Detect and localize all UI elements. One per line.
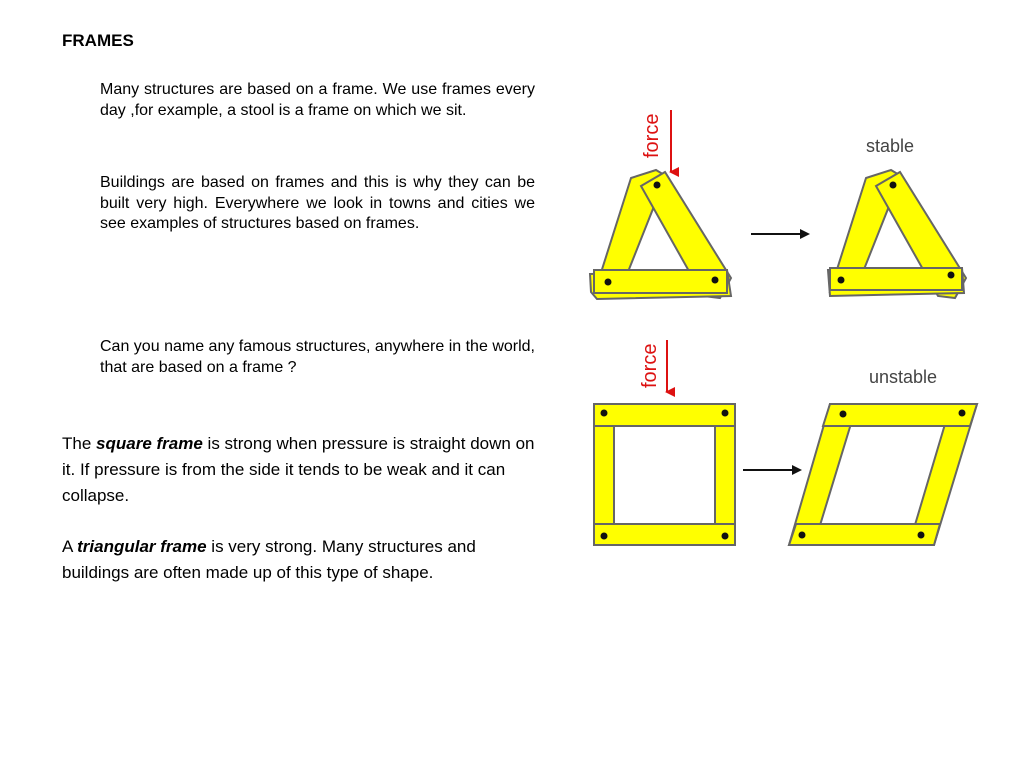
- square-bottom-beam: [594, 524, 735, 545]
- bolt-icon: [601, 410, 608, 417]
- triangular-frame-term: triangular frame: [77, 537, 207, 556]
- question-paragraph: Can you name any famous structures, anywhere in the world, that are based on a frame ?: [100, 338, 535, 376]
- frames-diagram: [580, 100, 990, 555]
- bolt-icon: [799, 532, 806, 539]
- square-frame-unstable: [789, 404, 977, 545]
- transition-arrow-bottom: [743, 465, 802, 475]
- square-note-suffix: is strong when pressure is straight down on it. If pressure is from the side it tends to be weak and it can collapse.: [62, 434, 535, 505]
- triangle-frame-before: [590, 110, 731, 299]
- bolt-icon: [840, 411, 847, 418]
- unstable-label: unstable: [869, 367, 938, 387]
- bolt-icon: [722, 410, 729, 417]
- stable-base-beam-front: [830, 268, 962, 290]
- bolt-icon: [959, 410, 966, 417]
- bolt-icon: [722, 533, 729, 540]
- triangle-note-suffix: is very strong. Many structures and buildings are often made up of this type of shape.: [62, 537, 476, 582]
- bolt-icon: [654, 182, 661, 189]
- bolt-icon: [838, 277, 845, 284]
- force-label-bottom: force: [639, 343, 661, 388]
- bolt-icon: [605, 279, 612, 286]
- triangle-base-beam-front: [594, 270, 727, 293]
- buildings-paragraph: Buildings are based on frames and this is why they can be built very high. Everywhere we look in towns and cities we see examples of structures based on frames.: [100, 174, 535, 232]
- unstable-bottom-beam: [789, 524, 940, 545]
- square-frame-term: square frame: [96, 434, 203, 453]
- bolt-icon: [712, 277, 719, 284]
- square-frame-before: [594, 340, 735, 545]
- square-frame-note: [62, 431, 542, 509]
- bolt-icon: [601, 533, 608, 540]
- triangular-frame-note: [62, 534, 542, 586]
- transition-arrow-top: [751, 229, 810, 239]
- intro-paragraph: Many structures are based on a frame. We use frames every day ,for example, a stool is a frame on which we sit.: [100, 81, 535, 119]
- bolt-icon: [948, 272, 955, 279]
- stable-label: stable: [866, 136, 915, 156]
- square-note-prefix: The: [62, 434, 97, 453]
- triangle-note-prefix: A: [62, 537, 78, 556]
- page-title: FRAMES: [62, 31, 134, 50]
- bolt-icon: [890, 182, 897, 189]
- square-top-beam: [594, 404, 735, 426]
- triangle-frame-stable: [828, 170, 966, 298]
- force-label-top: force: [641, 113, 663, 158]
- bolt-icon: [918, 532, 925, 539]
